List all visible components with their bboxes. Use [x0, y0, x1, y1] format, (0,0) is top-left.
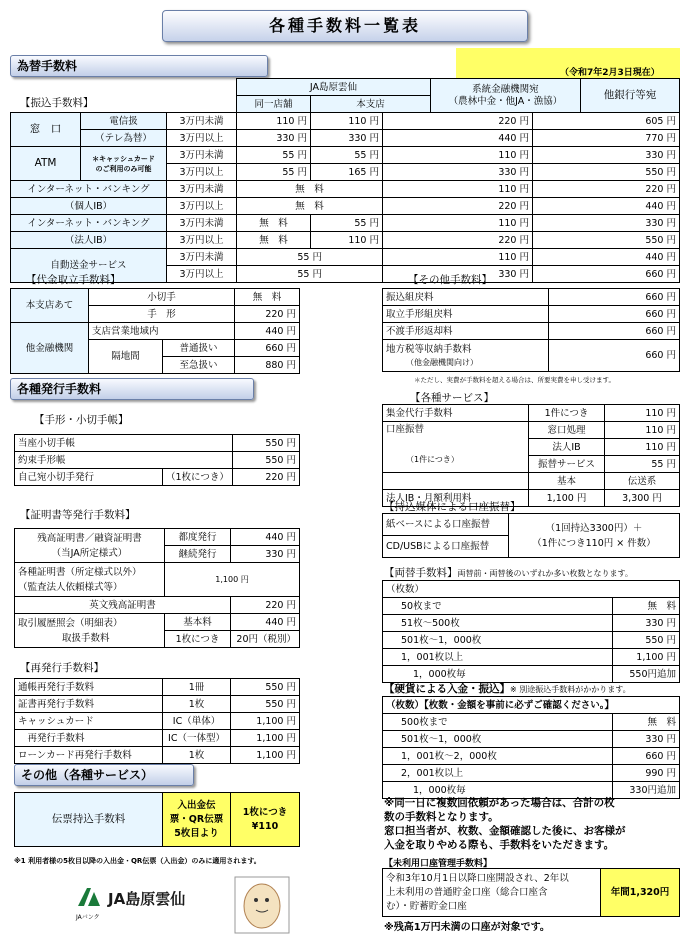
ja-logo-icon	[74, 886, 104, 910]
tegata-value: 220 円	[232, 469, 299, 486]
ryogae-item: 1，000枚毎	[383, 666, 613, 683]
gv2: 3,300 円	[605, 490, 680, 507]
logo-sub: JAバンク	[76, 914, 100, 921]
ryogae-item: 51枚～500枚	[383, 615, 613, 632]
r9-other: 440 円	[533, 249, 680, 266]
hojin-ib: 法人IB	[529, 439, 605, 456]
mochikomi-table	[382, 513, 680, 558]
gv1: 1,100 円	[529, 490, 605, 507]
koka-value: 無 料	[613, 714, 680, 731]
sonota-label: 【その他手数料】	[408, 274, 492, 286]
denpyo: 伝票持込手数料	[15, 793, 163, 847]
saihakko-unit: 1冊	[163, 679, 231, 696]
date-text: （令和7年2月3日現在）	[560, 68, 660, 78]
saihakko-value: 1,100 円	[231, 747, 300, 764]
r8-other: 550 円	[533, 232, 680, 249]
h-ja: JA島原雲仙	[237, 79, 431, 96]
blank	[383, 473, 529, 490]
ryogae-value: 1,100 円	[613, 649, 680, 666]
r2-other: 770 円	[533, 130, 680, 147]
kakushu-v: 1,100 円	[165, 563, 300, 597]
tegata-label: 【手形・小切手帳】	[34, 414, 129, 426]
service-label: 【各種サービス】	[410, 392, 494, 404]
tegata-value: 550 円	[232, 452, 299, 469]
r1-keito: 220 円	[383, 113, 533, 130]
ib2s: （法人IB）	[11, 232, 167, 249]
under3: 3万円未満	[167, 147, 237, 164]
v-tegata: 220 円	[235, 306, 300, 323]
koka-notes: ※同一日に複数回依頼があった場合は、合計の枚 数の手数料となります。 窓口担当者が、枚数、金額確認した後に、お客様が 入金を取りやめる際も、手数料をいただきます。	[384, 797, 626, 851]
r6-keito: 220 円	[383, 198, 533, 215]
section-hakko: 各種発行手数料	[10, 378, 254, 400]
r3-keito: 110 円	[383, 147, 533, 164]
kihon: 基本	[529, 473, 605, 490]
tele: （テレ為替）	[81, 130, 167, 147]
r3-same: 55 円	[237, 147, 311, 164]
sonota-value: 660 円	[549, 340, 680, 372]
koka-item: 1，001枚～2，000枚	[383, 748, 613, 765]
daikin-label: 【代金取立手数料】	[26, 274, 121, 286]
shukin-v: 110 円	[605, 405, 680, 422]
r10-ja: 55 円	[237, 266, 383, 283]
kihon: 基本料	[165, 614, 231, 631]
sonota-item: 振込組戻料	[383, 289, 549, 306]
zan: 残高証明書／融資証明書 （当JA所定様式）	[15, 529, 165, 563]
zan-v1: 440 円	[231, 529, 300, 546]
ryogae-value: 550 円	[613, 632, 680, 649]
mochikomi-fee: （1回持込3300円）＋ （1件につき110円 × 件数）	[509, 514, 680, 558]
denpyo-cond: 入出金伝 票・QR伝票 5枚目より	[163, 793, 231, 847]
r5-other: 220 円	[533, 181, 680, 198]
under3: 3万円未満	[167, 249, 237, 266]
r10-other: 660 円	[533, 266, 680, 283]
miriyo-fee: 年間1,320円	[601, 869, 680, 917]
saihakko-item: キャッシュカード	[15, 713, 163, 730]
eibun-v: 220 円	[231, 597, 300, 614]
shiten: 支店営業地域内	[89, 323, 235, 340]
kogitte: 小切手	[89, 289, 235, 306]
v-futsu: 660 円	[235, 340, 300, 357]
koka-value: 990 円	[613, 765, 680, 782]
sonota-table	[382, 288, 680, 372]
saihakko-value: 550 円	[231, 679, 300, 696]
furikae: 振替サービス	[529, 456, 605, 473]
saihakko-label: 【再発行手数料】	[20, 662, 104, 674]
koka-value: 660 円	[613, 748, 680, 765]
ryogae-table	[382, 580, 680, 683]
r8-keito: 220 円	[383, 232, 533, 249]
getsugaku: 法人IB・月額利用料	[383, 490, 529, 507]
r6-other: 440 円	[533, 198, 680, 215]
mascot-icon	[234, 876, 290, 934]
hojin-v: 110 円	[605, 439, 680, 456]
h-keito: 系統金融機関宛 （農林中金・他JA・漁協）	[430, 79, 580, 113]
madouchi: 窓口処理	[529, 422, 605, 439]
r7-same: 無 料	[237, 215, 311, 232]
furikae-v: 55 円	[605, 456, 680, 473]
furikomi-table	[236, 78, 680, 113]
shikyu: 至急扱い	[163, 357, 235, 374]
saihakko-value: 1,100 円	[231, 730, 300, 747]
furikomi-label: 【振込手数料】	[20, 97, 94, 109]
over3: 3万円以上	[167, 130, 237, 147]
miriyo-table	[382, 868, 680, 917]
koza: 口座振替 （1件につき）	[383, 422, 529, 473]
r1-other: 605 円	[533, 113, 680, 130]
koka-item: 501枚～1，000枚	[383, 731, 613, 748]
saihakko-table	[14, 678, 300, 764]
sonota-item: 地方税等収納手数料 （他金融機関向け）	[383, 340, 549, 372]
sonota-note: ＊ただし、実費が手数料を超える場合は、所要実費を申し受けます。	[414, 376, 615, 384]
koka-value: 330円追加	[613, 782, 680, 799]
ryogae-maisu: （枚数）	[383, 581, 680, 598]
sonota-item: 不渡手形返却料	[383, 323, 549, 340]
r9-ja: 55 円	[237, 249, 383, 266]
r2-main: 330 円	[311, 130, 383, 147]
koka-item: 2，001枚以上	[383, 765, 613, 782]
h-same: 同一店舗	[237, 96, 311, 113]
koka-header: 【硬貨による入金・振込】※ 別途振込手数料がかかります。	[384, 683, 631, 695]
r8-main: 110 円	[311, 232, 383, 249]
r3-main: 55 円	[311, 147, 383, 164]
r1-same: 110 円	[237, 113, 311, 130]
r1-main: 110 円	[311, 113, 383, 130]
tegata-item: 当座小切手帳	[15, 435, 233, 452]
r7-main: 55 円	[311, 215, 383, 232]
shomei-table	[14, 528, 300, 648]
r4-other: 550 円	[533, 164, 680, 181]
koka-table	[382, 696, 680, 799]
koka-maisu: （枚数）【枚数・金額を事前に必ずご確認ください。】	[383, 697, 680, 714]
torihiki-v2: 20円（税別）	[231, 631, 300, 648]
r7-keito: 110 円	[383, 215, 533, 232]
kakushu: 各種証明書（所定様式以外） （監査法人依頼様式等）	[15, 563, 165, 597]
page-title: 各種手数料一覧表	[162, 10, 528, 42]
miriyo-text: 令和3年10月1日以降口座開設され、2年以 上未利用の普通貯金口座（総合口座含 む）・貯蓄貯金口座	[383, 869, 601, 917]
koka-item: 1，000枚毎	[383, 782, 613, 799]
over3: 3万円以上	[167, 266, 237, 283]
under3: 3万円未満	[167, 215, 237, 232]
ryogae-value: 330 円	[613, 615, 680, 632]
r3-other: 330 円	[533, 147, 680, 164]
saihakko-unit: IC（一体型）	[163, 730, 231, 747]
madouchi-v: 110 円	[605, 422, 680, 439]
ryogae-item: 50枚まで	[383, 598, 613, 615]
zan-v2: 330 円	[231, 546, 300, 563]
logo-name: JA島原雲仙	[108, 890, 186, 908]
ryogae-value: 無 料	[613, 598, 680, 615]
under3: 3万円未満	[167, 181, 237, 198]
sonota-value: 660 円	[549, 323, 680, 340]
shomei-label: 【証明書等発行手数料】	[20, 509, 136, 521]
miriyo-label: 【未利用口座管理手数料】	[384, 859, 493, 869]
densou: 伝送系	[605, 473, 680, 490]
eibun: 英文残高証明書	[15, 597, 231, 614]
over3: 3万円以上	[167, 198, 237, 215]
v-shikyu: 880 円	[235, 357, 300, 374]
tsudo: 都度発行	[165, 529, 231, 546]
torihiki-v1: 440 円	[231, 614, 300, 631]
saihakko-item: 通帳再発行手数料	[15, 679, 163, 696]
madoguchi: 窓 口	[11, 113, 81, 147]
v-kogitte: 無 料	[235, 289, 300, 306]
r4-same: 55 円	[237, 164, 311, 181]
atm-note: ＊キャッシュカード のご利用のみ可能	[81, 147, 167, 181]
sonota-value: 660 円	[549, 289, 680, 306]
saihakko-unit: 1枚	[163, 747, 231, 764]
tagin: 他金融機関	[11, 323, 89, 374]
tegata-table	[14, 434, 300, 486]
honshiten: 本支店あて	[11, 289, 89, 323]
r5-muryo: 無 料	[237, 181, 383, 198]
saihakko-unit: IC（単体）	[163, 713, 231, 730]
r2-same: 330 円	[237, 130, 311, 147]
under3: 3万円未満	[167, 113, 237, 130]
h-other: 他銀行等宛	[580, 79, 679, 113]
ryogae-item: 501枚～1，000枚	[383, 632, 613, 649]
tegata-item: 自己宛小切手発行	[15, 469, 163, 486]
mochikomi-cd: CD/USBによる口座振替	[383, 536, 509, 558]
mochikomi-label: 【持込媒体による口座振替】	[384, 501, 521, 513]
ryogae-header: 【両替手数料】両替前・両替後のいずれか多い枚数となります。	[384, 567, 633, 579]
koka-item: 500枚まで	[383, 714, 613, 731]
r6-muryo: 無 料	[237, 198, 383, 215]
daikin-table	[10, 288, 300, 374]
r9-keito: 110 円	[383, 249, 533, 266]
v-shiten: 440 円	[235, 323, 300, 340]
tegata: 手 形	[89, 306, 235, 323]
furikomi-body	[10, 112, 680, 283]
saihakko-value: 550 円	[231, 696, 300, 713]
kakuchi: 隔地間	[89, 340, 163, 374]
sonota-value: 660 円	[549, 306, 680, 323]
tegata-item: 約束手形帳	[15, 452, 233, 469]
r7-other: 330 円	[533, 215, 680, 232]
sonota-item: 取立手形組戻料	[383, 306, 549, 323]
denpyo-note: ※1 利用者様の5枚目以降の入出金・QR伝票（入出金）のみに適用されます。	[14, 857, 261, 865]
tegata-unit: （1枚につき）	[163, 469, 233, 486]
saihakko-item: ローンカード再発行手数料	[15, 747, 163, 764]
r4-keito: 330 円	[383, 164, 533, 181]
ib1: インターネット・バンキング	[11, 181, 167, 198]
r4-main: 165 円	[311, 164, 383, 181]
tegata-value: 550 円	[232, 435, 299, 452]
r8-same: 無 料	[237, 232, 311, 249]
section-kawase: 為替手数料	[10, 55, 268, 77]
denpyo-fee: 1枚につき ¥110	[231, 793, 300, 847]
shukin: 集金代行手数料	[383, 405, 529, 422]
ib2: インターネット・バンキング	[11, 215, 167, 232]
futsu: 普通扱い	[163, 340, 235, 357]
denshin: 電信扱	[81, 113, 167, 130]
ryogae-value: 550円追加	[613, 666, 680, 683]
mochikomi-paper: 紙ベースによる口座振替	[383, 514, 509, 536]
miriyo-note: ※残高1万円未満の口座が対象です。	[384, 922, 550, 933]
shukin-unit: 1件につき	[529, 405, 605, 422]
over3: 3万円以上	[167, 232, 237, 249]
ib1s: （個人IB）	[11, 198, 167, 215]
saihakko-unit: 1枚	[163, 696, 231, 713]
h-main: 本支店	[311, 96, 431, 113]
ichimai: 1枚につき	[165, 631, 231, 648]
saihakko-value: 1,100 円	[231, 713, 300, 730]
r2-keito: 440 円	[383, 130, 533, 147]
atm: ATM	[11, 147, 81, 181]
denpyo-table	[14, 792, 300, 847]
koka-value: 330 円	[613, 731, 680, 748]
over3: 3万円以上	[167, 164, 237, 181]
auto: 自動送金サービス	[11, 249, 167, 283]
service-table	[382, 404, 680, 507]
ryogae-item: 1，001枚以上	[383, 649, 613, 666]
keizoku: 継続発行	[165, 546, 231, 563]
saihakko-item: 証書再発行手数料	[15, 696, 163, 713]
torihiki: 取引履歴照会（明細表） 取扱手数料	[15, 614, 165, 648]
section-sonota2: その他（各種サービス）	[14, 764, 194, 786]
r5-keito: 110 円	[383, 181, 533, 198]
r10-keito: 330 円	[383, 266, 533, 283]
saihakko-item: 再発行手数料	[15, 730, 163, 747]
